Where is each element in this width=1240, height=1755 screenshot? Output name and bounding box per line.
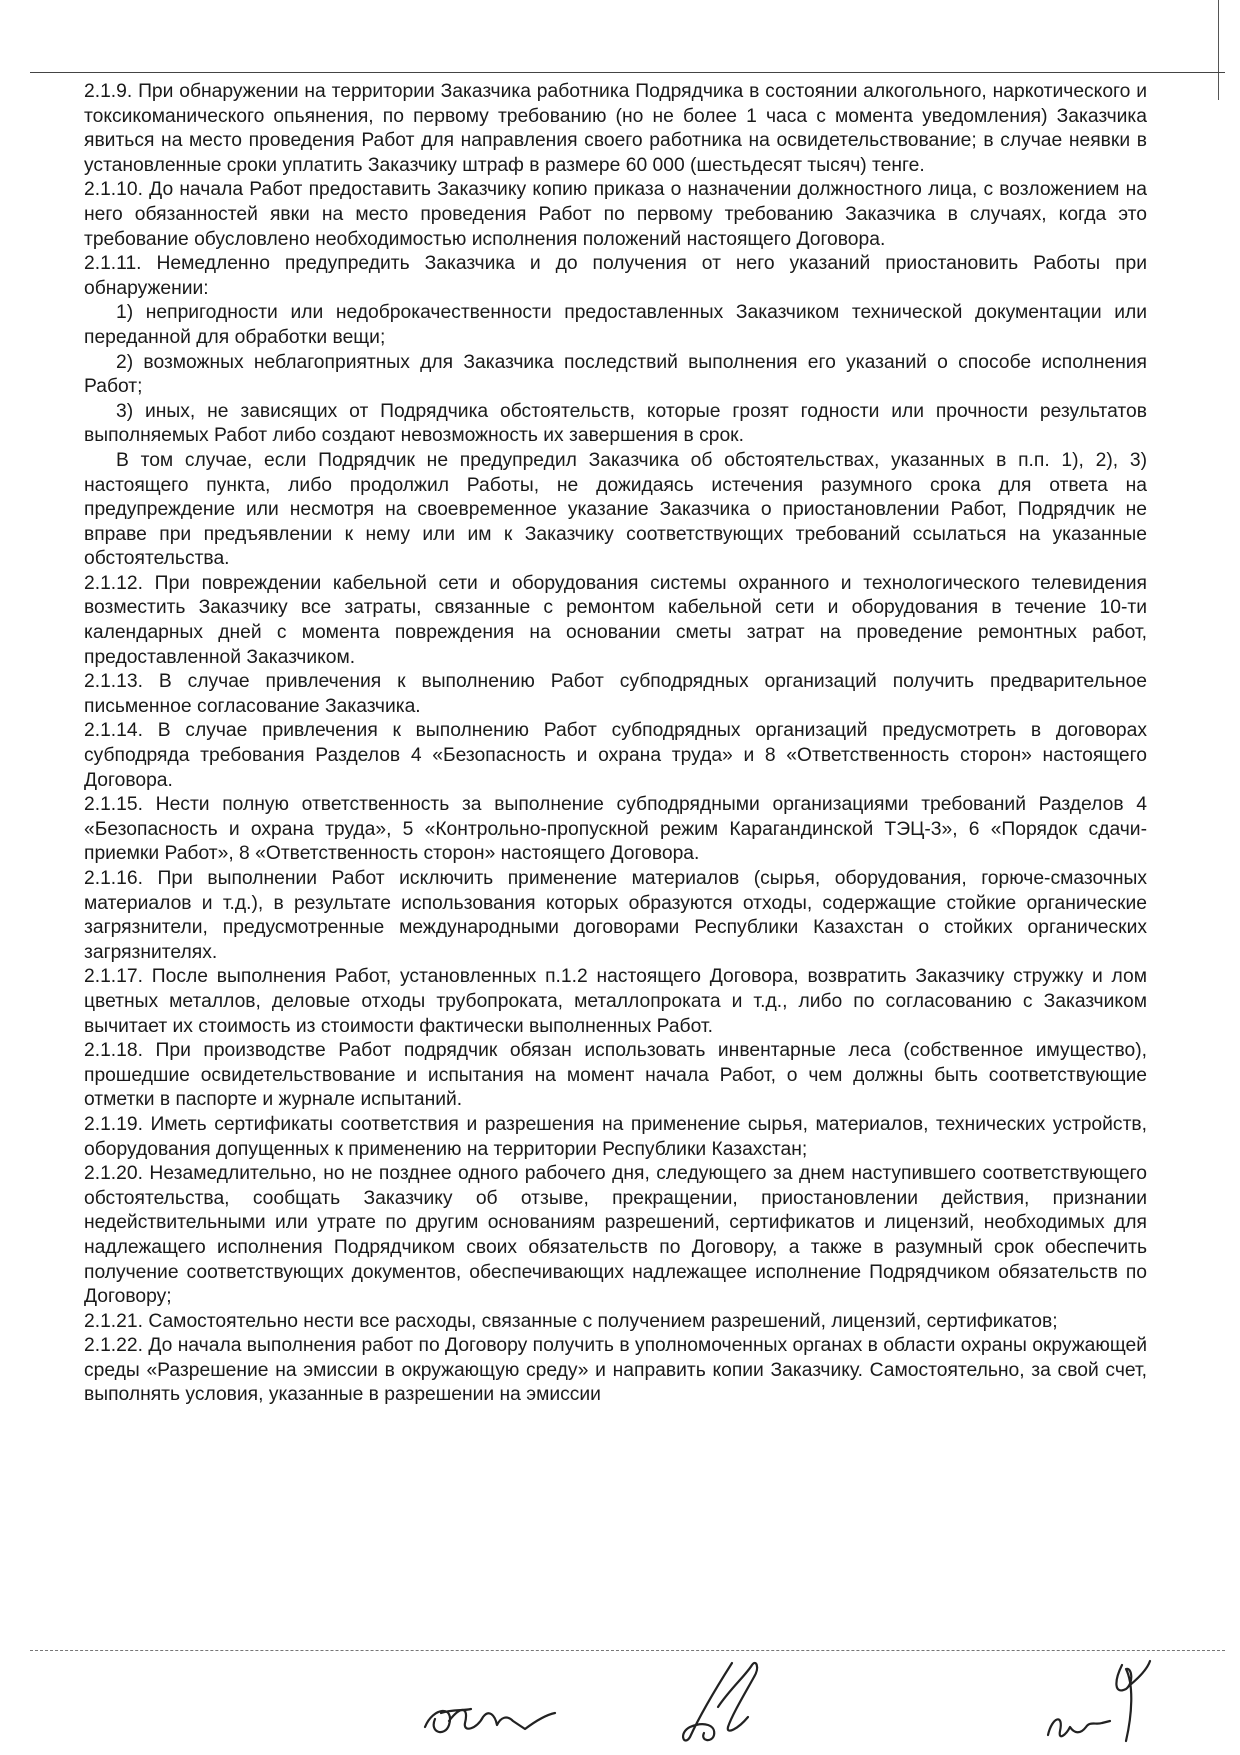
signature-2 [660,1655,800,1750]
signature-3 [1030,1655,1170,1750]
footer-rule [30,1650,1225,1651]
clause-2-1-16: 2.1.16. При выполнении Работ исключить применение материалов (сырья, оборудования, горюче-смазочных материалов и т.д.), в результате использования которых образуются отходы, содержащие стойкие органические загрязнители, предусмотренные международными договорами Республики Казахстан о стойких органических загрязнителях. [84,868,1147,963]
clause-2-1-22: 2.1.22. До начала выполнения работ по Договору получить в уполномоченных органах в области охраны окружающей среды «Разрешение на эмиссии в окружающую среду» и направить копии Заказчику. Самостоятельно, за свой счет, выполнять условия, указанные в разрешении на эмиссии [84,1335,1147,1406]
clause-2-1-9: 2.1.9. При обнаружении на территории Заказчика работника Подрядчика в состоянии алкогольного, наркотического и токсикоманического опьянения, по первому требованию (но не более 1 часа с момента уведомления) Заказчика явиться на место проведения Работ для направления своего работника на освидетельствование; в случае неявки в установленные сроки уплатить Заказчику штраф в размере 60 000 (шестьдесят тысяч) тенге. [84,81,1147,176]
clause-2-1-15: 2.1.15. Нести полную ответственность за выполнение субподрядными организациями требований Разделов 4 «Безопасность и охрана труда», 5 «Контрольно-пропускной режим Карагандинской ТЭЦ-3», 6 «Порядок сдачи-приемки Работ», 8 «Ответственность сторон» настоящего Договора. [84,794,1147,865]
clause-2-1-20: 2.1.20. Незамедлительно, но не позднее одного рабочего дня, следующего за днем наступившего соответствующего обстоятельства, сообщать Заказчику об отзыве, прекращении, приостановлении действия, признании недействительными или утрате по другим основаниям разрешений, сертификатов и лицензий, необходимых для надлежащего исполнения Подрядчиком своих обязательств по Договору, а также в разумный срок обеспечить получение соответствующих документов, обеспечивающих надлежащее исполнение Подрядчиком обязательств по Договору; [84,1163,1147,1308]
document-body [84,80,1147,1408]
margin-line [1218,0,1219,100]
clause-2-1-17: 2.1.17. После выполнения Работ, установленных п.1.2 настоящего Договора, возвратить Заказчику стружку и лом цветных металлов, деловые отходы трубопроката, металлопроката и т.д., либо по согласованию с Заказчиком вычитает их стоимость из стоимости фактически выполненных Работ. [84,966,1147,1037]
clause-2-1-11: 2.1.11. Немедленно предупредить Заказчика и до получения от него указаний приостановить Работы при обнаружении: [84,253,1147,299]
clause-2-1-12: 2.1.12. При повреждении кабельной сети и оборудования системы охранного и технологического телевидения возместить Заказчику все затраты, связанные с ремонтом кабельной сети и оборудования в течение 10-ти календарных дней с момента повреждения на основании сметы затрат на проведение ремонтных работ, предоставленной Заказчиком. [84,572,1147,668]
clause-2-1-21: 2.1.21. Самостоятельно нести все расходы, связанные с получением разрешений, лицензий, сертификатов; [84,1310,1058,1332]
header-rule [30,72,1225,73]
clause-2-1-19: 2.1.19. Иметь сертификаты соответствия и разрешения на применение сырья, материалов, технических устройств, оборудования допущенных к применению на территории Республики Казахстан; [84,1113,1147,1160]
clause-2-1-11-item-1: 1) непригодности или недоброкачественности предоставленных Заказчиком технической документации или переданной для обработки вещи; [84,302,1147,348]
clause-2-1-11-item-2: 2) возможных неблагоприятных для Заказчика последствий выполнения его указаний о способе исполнения Работ; [84,351,1147,398]
clause-2-1-13: 2.1.13. В случае привлечения к выполнению Работ субподрядных организаций получить предварительное письменное согласование Заказчика. [84,671,1147,717]
signature-1 [405,1655,585,1750]
clause-2-1-14: 2.1.14. В случае привлечения к выполнению Работ субподрядных организаций предусмотреть в договорах субподряда требования Разделов 4 «Безопасность и охрана труда» и 8 «Ответственность сторон» настоящего Договора. [84,720,1147,791]
clause-2-1-11-item-3: 3) иных, не зависящих от Подрядчика обстоятельств, которые грозят годности или прочности результатов выполняемых Работ либо создают невозможность их завершения в срок. [84,400,1147,447]
clause-2-1-18: 2.1.18. При производстве Работ подрядчик обязан использовать инвентарные леса (собственное имущество), прошедшие освидетельствование и испытания на момент начала Работ, о чем должны быть соответствующие отметки в паспорте и журнале испытаний. [84,1040,1147,1111]
clause-2-1-10: 2.1.10. До начала Работ предоставить Заказчику копию приказа о назначении должностного лица, с возложением на него обязанностей явки на место проведения Работ по первому требованию Заказчика в случаях, когда это требование обусловлено необходимостью исполнения положений настоящего Договора. [84,179,1147,250]
clause-2-1-11-note: В том случае, если Подрядчик не предупредил Заказчика об обстоятельствах, указанных в п.п. 1), 2), 3) настоящего пункта, либо продолжил Работы, не дожидаясь истечения разумного срока для ответа на предупреждение или несмотря на своевременное указание Заказчика о приостановлении Работ, Подрядчик не вправе при предъявлении к нему или им к Заказчику соответствующих требований ссылаться на указанные обстоятельства. [84,449,1147,570]
